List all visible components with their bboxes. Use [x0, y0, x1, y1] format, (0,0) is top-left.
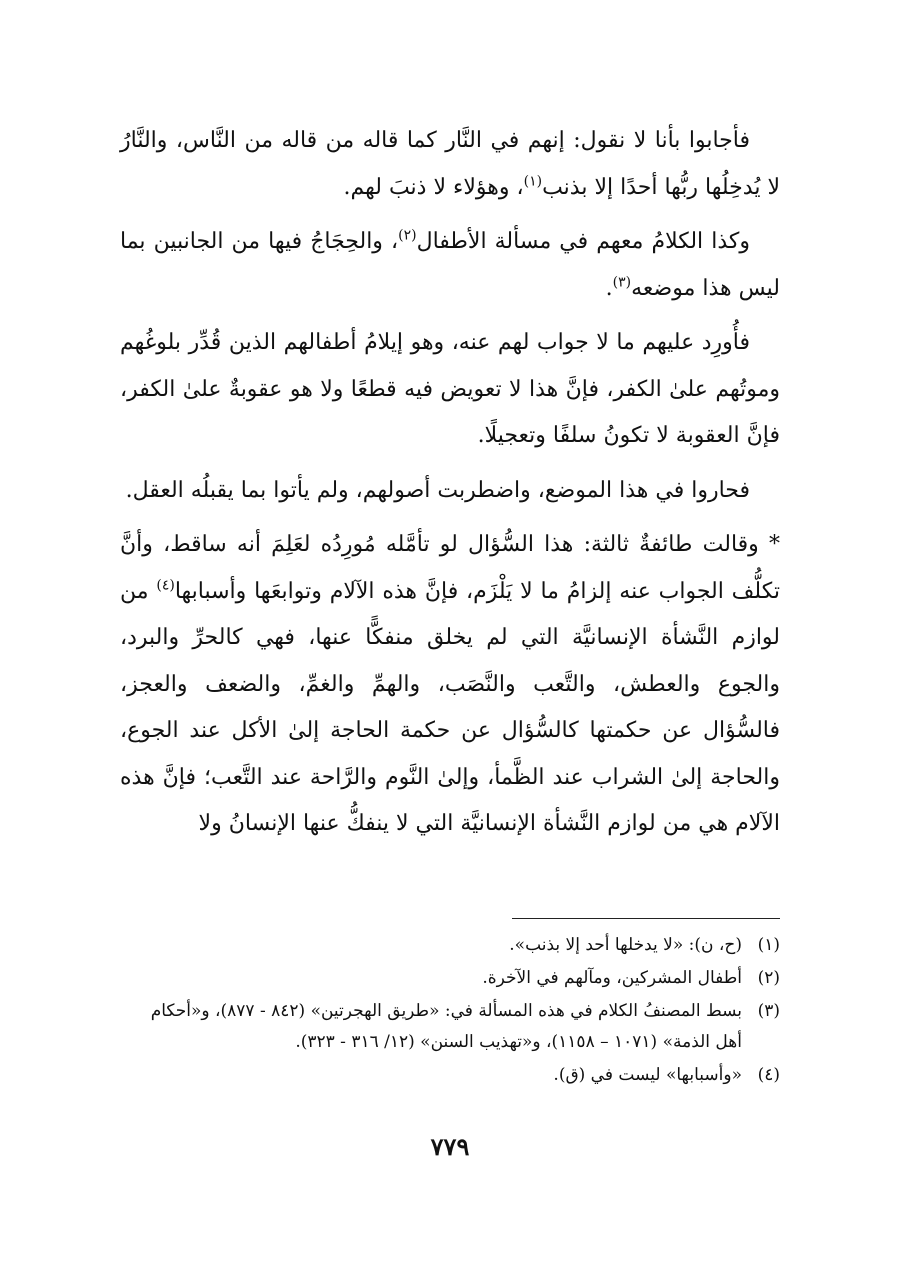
main-text	[120, 118, 780, 856]
footnote-text: (ح، ن): «لا يدخلها أحد إلا بذنب».	[509, 935, 742, 955]
footnote-ref-4: (٤)	[156, 577, 175, 594]
paragraph-2: وكذا الكلامُ معهم في مسألة الأطفال$^{(٢)}$، والحِجَاجُ فيها من الجانبين بما ليس هذا موضعه$^{(٣)}$.	[120, 227, 780, 301]
footnote-text: «وأسبابها» ليست في (ق).	[553, 1065, 742, 1085]
footnote-text: بسط المصنفُ الكلام في هذه المسألة في: «طريق الهجرتين» (٨٤٢ - ٨٧٧)، و«أحكام أهل الذمة» (١٠٧١ – ١١٥٨)، و«تهذيب السنن» (١٢/ ٣١٦ - ٣٢٣).	[150, 1001, 742, 1052]
paragraph-5: * وقالت طائفةٌ ثالثة: هذا السُّؤال لو تأمَّله مُورِدُه لعَلِمَ أنه ساقط، وأنَّ تكلُّف الجواب عنه إلزامُ ما لا يَلْزَم، فإنَّ هذه الآلام وتوابعَها وأسبابها$^{(٤)}$ من لوازم النَّشأة الإنسانيَّة التي لم يخلق منفكًّا عنها، فهي كالحرِّ والبرد، والجوع والعطش، والتَّعب والنَّصَب، والهمِّ والغمِّ، والضعف والعجز، فالسُّؤال عن حكمتها كالسُّؤال عن حكمة الحاجة إلىٰ الأكل عند الجوع، والحاجة إلىٰ الشراب عند الظَّمأ، وإلىٰ النَّوم والرَّاحة عند التَّعب؛ فإنَّ هذه الآلام هي من لوازم النَّشأة الإنسانيَّة التي لا ينفكُّ عنها الإنسانُ ولا	[120, 532, 780, 836]
paragraph-1: فأجابوا بأنا لا نقول: إنهم في النَّار كما قاله من قاله من النَّاس، والنَّارُ لا يُدخِلُها ربُّها أحدًا إلا بذنب$^{(١)}$، وهؤلاء لا ذنبَ لهم.	[120, 128, 780, 200]
footnote-ref-2: (٢)	[398, 227, 417, 244]
footnote-ref-1: (١)	[523, 173, 543, 190]
footnote-1	[120, 930, 780, 961]
paragraph-4: فحاروا في هذا الموضع، واضطربت أصولهم، ولم يأتوا بما يقبلُه العقل.	[125, 477, 750, 503]
footnote-3	[120, 996, 780, 1058]
footnote-4	[120, 1060, 780, 1091]
footnote-number: (٤)	[757, 1065, 780, 1085]
footnote-text: أطفال المشركين، ومآلهم في الآخرة.	[482, 968, 742, 988]
page-number: ٧٧٩	[430, 1132, 470, 1161]
footnote-2	[120, 963, 780, 994]
footnote-number: (٣)	[757, 1001, 780, 1021]
paragraph-3: فأُورِد عليهم ما لا جواب لهم عنه، وهو إيلامُ أطفالهم الذين قُدِّر بلوغُهم وموتُهم علىٰ الكفر، فإنَّ هذا لا تعويض فيه قطعًا ولا هو عقوبةٌ علىٰ الكفر، فإنَّ العقوبة لا تكونُ سلفًا وتعجيلًا.	[120, 330, 780, 448]
footnotes	[120, 930, 780, 1093]
footnote-divider	[512, 918, 780, 919]
footnote-number: (١)	[757, 935, 780, 955]
footnote-ref-3: (٣)	[612, 274, 632, 291]
footnote-number: (٢)	[757, 968, 780, 988]
